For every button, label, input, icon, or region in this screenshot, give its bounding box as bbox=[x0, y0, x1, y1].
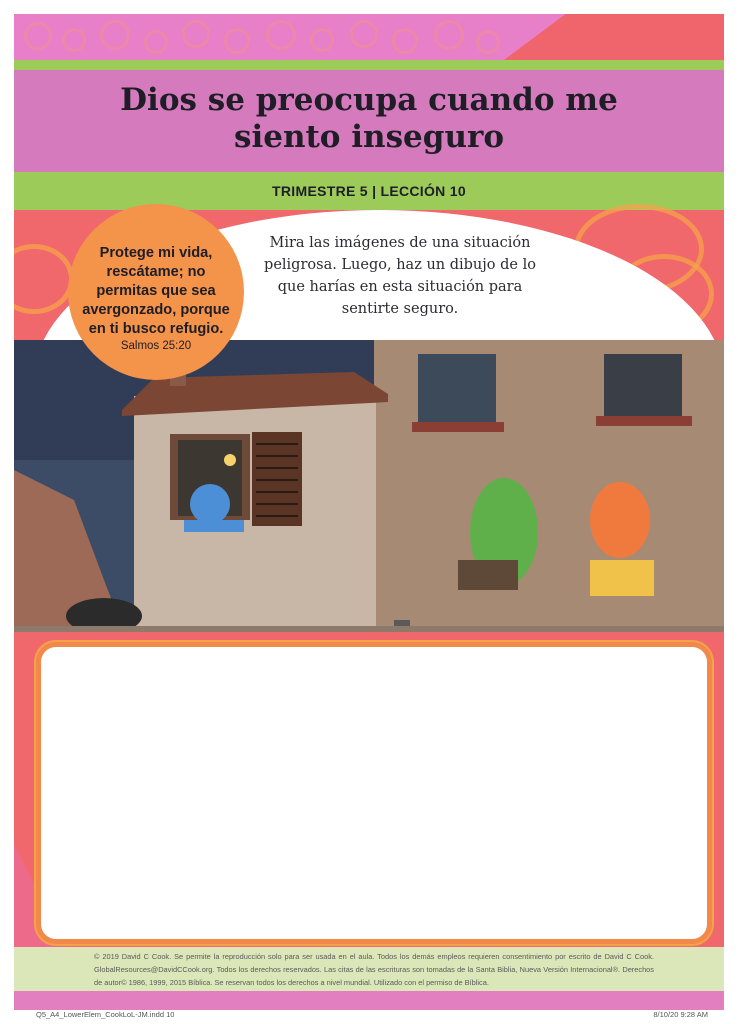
decorative-circle bbox=[100, 20, 130, 50]
decorative-circle bbox=[182, 20, 210, 48]
print-slug-datetime: 8/10/20 9:28 AM bbox=[653, 1010, 708, 1019]
decorative-circle bbox=[310, 28, 334, 52]
child-arms bbox=[184, 520, 244, 532]
child-in-window bbox=[190, 484, 230, 524]
memory-verse-badge bbox=[68, 204, 244, 380]
ground bbox=[14, 626, 724, 632]
upper-window-right bbox=[604, 354, 682, 418]
decorative-circle bbox=[434, 20, 464, 50]
decorative-circle bbox=[62, 28, 86, 52]
decorative-circle bbox=[24, 22, 52, 50]
decorative-circle bbox=[350, 20, 378, 48]
lesson-band bbox=[14, 172, 724, 210]
orange-bully-shorts bbox=[590, 560, 654, 596]
window-sill-left bbox=[412, 422, 504, 432]
decorative-circle bbox=[224, 28, 250, 54]
illustration-svg bbox=[14, 340, 724, 632]
copyright-notice: © 2019 David C Cook. Se permite la reproducción solo para ser usada en el aula. Todos los demás empleos requieren consentimiento por escrito de David C Cook. GlobalResources@DavidCCook.org. Todos los derechos reservados. Las citas de las escrituras son tomadas de la Santa Biblia, Nueva Versión Internacional®. Derechos de autor© 1986, 1999, 2015 Bíblica. Se reservan todos los derechos a nivel mundial. Utilizado con el permiso de Bíblica. bbox=[94, 952, 654, 987]
light-bulb bbox=[224, 454, 236, 466]
title-line-1: Dios se preocupa cuando me bbox=[120, 82, 618, 118]
decorative-circle bbox=[392, 28, 418, 54]
memory-verse-text: Protege mi vida, rescátame; no permitas que sea avergonzado, porque en ti busco refugio. bbox=[82, 245, 230, 337]
worksheet-page bbox=[14, 14, 724, 1010]
story-illustration bbox=[14, 340, 724, 632]
page-title bbox=[14, 82, 724, 156]
drawing-area[interactable] bbox=[36, 642, 712, 944]
upper-window-left bbox=[418, 354, 496, 424]
decorative-circle bbox=[476, 30, 500, 54]
green-bully-shorts bbox=[458, 560, 518, 590]
orange-bully bbox=[590, 482, 650, 558]
memory-verse-reference: Salmos 25:20 bbox=[120, 340, 192, 352]
activity-instructions: Mira las imágenes de una situación peligrosa. Luego, haz un dibujo de lo que harías en esta situación para sentirte seguro. bbox=[264, 235, 536, 317]
decorative-circle bbox=[144, 30, 168, 54]
decorative-swirl bbox=[14, 244, 74, 314]
green-accent-bar bbox=[14, 60, 724, 70]
print-slug-filename: Q5_A4_LowerElem_CookLoL-JM.indd 10 bbox=[36, 1010, 175, 1019]
window-sill-right bbox=[596, 416, 692, 426]
title-line-2: siento inseguro bbox=[234, 119, 504, 155]
decorative-circle bbox=[266, 20, 296, 50]
bottom-pattern-strip bbox=[14, 991, 724, 1010]
lesson-label: TRIMESTRE 5 | LECCIÓN 10 bbox=[272, 183, 466, 199]
